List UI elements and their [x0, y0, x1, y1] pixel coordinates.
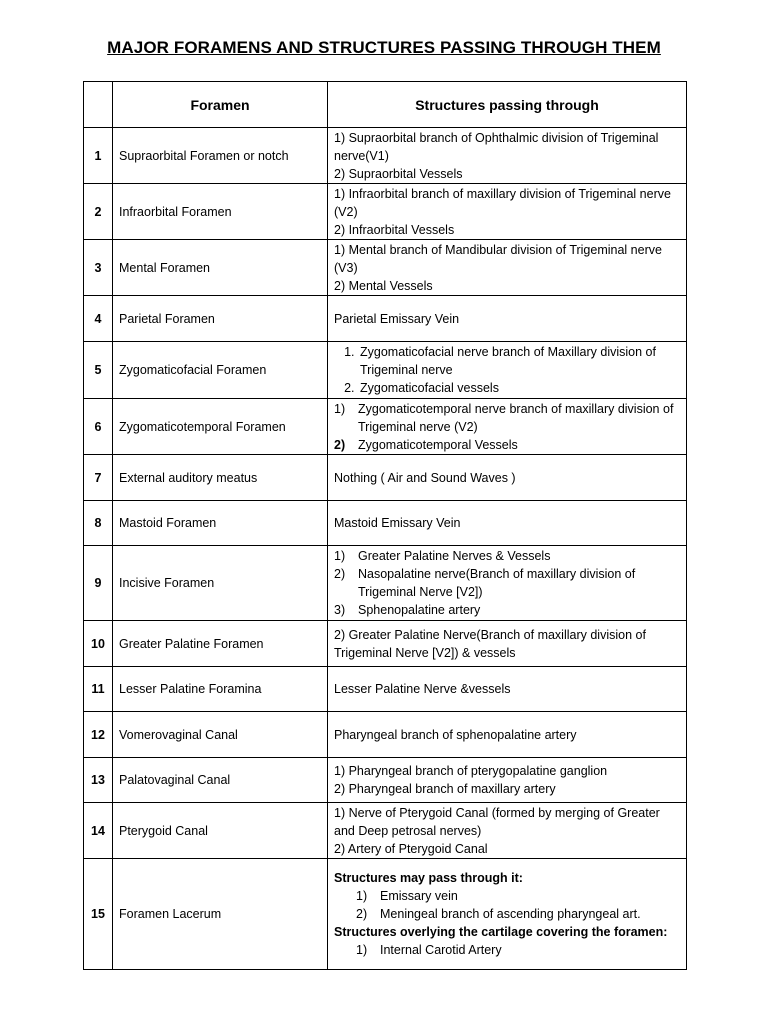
structure-text: Zygomaticotemporal Vessels [358, 437, 518, 452]
structure-list [334, 343, 680, 397]
structure-text: Sphenopalatine artery [358, 603, 481, 617]
table-row [84, 399, 687, 455]
structure-item: 1. Zygomaticofacial nerve branch of Maxillary division of Trigeminal nerve [358, 343, 680, 379]
foramen-name: Mastoid Foramen [113, 501, 328, 546]
structure-item [334, 601, 680, 619]
row-number: 10 [84, 621, 113, 667]
foramen-name: Infraorbital Foramen [113, 184, 328, 240]
structures-cell [328, 546, 687, 621]
structures-cell: Lesser Palatine Nerve &vessels [328, 667, 687, 712]
foramen-name: Foramen Lacerum [113, 859, 328, 970]
list-marker: 1) [356, 889, 368, 903]
table-row [84, 758, 687, 803]
structure-line: 2) Supraorbital Vessels [334, 166, 463, 181]
structure-line: 2) Mental Vessels [334, 278, 433, 293]
structure-list [334, 400, 680, 454]
row-number: 14 [84, 803, 113, 859]
structure-heading: Structures overlying the cartilage covering the foramen: [334, 925, 668, 939]
list-marker: 3) [334, 603, 346, 617]
structure-list [334, 941, 680, 959]
list-marker: 2) [356, 907, 368, 921]
structures-cell: Parietal Emissary Vein [328, 296, 687, 342]
list-marker: 1) [334, 401, 346, 416]
foramen-name: Vomerovaginal Canal [113, 712, 328, 758]
header-foramen: Foramen [113, 82, 328, 128]
header-structures: Structures passing through [328, 82, 687, 128]
header-number [84, 82, 113, 128]
list-marker: 2) [334, 567, 346, 581]
row-number: 2 [84, 184, 113, 240]
row-number: 8 [84, 501, 113, 546]
structure-text: Greater Palatine Nerves & Vessels [358, 549, 551, 563]
row-number: 1 [84, 128, 113, 184]
row-number: 6 [84, 399, 113, 455]
structure-list [334, 887, 680, 923]
structure-item [334, 565, 680, 601]
row-number: 9 [84, 546, 113, 621]
structures-cell [328, 859, 687, 970]
structures-cell [328, 184, 687, 240]
list-marker: 2) [334, 437, 346, 452]
table-row [84, 342, 687, 399]
structure-text: Zygomaticotemporal nerve branch of maxillary division of Trigeminal nerve (V2) [358, 401, 674, 434]
structure-item [334, 436, 680, 454]
structure-item: 2. Zygomaticofacial vessels [358, 379, 680, 397]
table-row [84, 621, 687, 667]
structure-line: 1) Mental branch of Mandibular division of Trigeminal nerve (V3) [334, 242, 662, 275]
foramen-name: Zygomaticofacial Foramen [113, 342, 328, 399]
foramen-name: Parietal Foramen [113, 296, 328, 342]
list-marker: 1) [334, 549, 346, 563]
structure-text: Internal Carotid Artery [380, 943, 502, 957]
structure-line: 1) Supraorbital branch of Ophthalmic division of Trigeminal nerve(V1) [334, 130, 659, 163]
structure-item [334, 941, 680, 959]
table-row [84, 667, 687, 712]
structures-cell [328, 399, 687, 455]
row-number: 5 [84, 342, 113, 399]
structures-cell: 2) Greater Palatine Nerve(Branch of maxillary division of Trigeminal Nerve [V2]) & vessels [328, 621, 687, 667]
structures-cell [328, 803, 687, 859]
structures-cell [328, 342, 687, 399]
row-number: 13 [84, 758, 113, 803]
structure-line: 1) Nerve of Pterygoid Canal (formed by merging of Greater and Deep petrosal nerves) [334, 805, 660, 838]
structure-line: 2) Artery of Pterygoid Canal [334, 841, 488, 856]
table-row [84, 240, 687, 296]
foramen-name: Supraorbital Foramen or notch [113, 128, 328, 184]
foramen-name: Zygomaticotemporal Foramen [113, 399, 328, 455]
structure-text: Emissary vein [380, 889, 458, 903]
structure-text: Nasopalatine nerve(Branch of maxillary division of Trigeminal Nerve [V2]) [358, 567, 636, 599]
structure-item [334, 887, 680, 905]
row-number: 4 [84, 296, 113, 342]
structure-item [334, 905, 680, 923]
row-number: 15 [84, 859, 113, 970]
table-row [84, 803, 687, 859]
structure-line: 1) Pharyngeal branch of pterygopalatine ganglion [334, 764, 608, 778]
structure-line: 2) Pharyngeal branch of maxillary artery [334, 782, 556, 796]
structures-cell [328, 240, 687, 296]
foramen-name: Mental Foramen [113, 240, 328, 296]
header-row [84, 82, 687, 128]
structure-item [334, 547, 680, 565]
row-number: 7 [84, 455, 113, 501]
table-row [84, 128, 687, 184]
table-row [84, 546, 687, 621]
foramen-name: Pterygoid Canal [113, 803, 328, 859]
structure-line: 2) Infraorbital Vessels [334, 222, 455, 237]
foramen-name: Greater Palatine Foramen [113, 621, 328, 667]
structure-heading: Structures may pass through it: [334, 871, 523, 885]
structure-list [334, 547, 680, 619]
structure-text: Meningeal branch of ascending pharyngeal art. [380, 907, 641, 921]
foramen-name: Incisive Foramen [113, 546, 328, 621]
structures-cell: Pharyngeal branch of sphenopalatine artery [328, 712, 687, 758]
table-row [84, 501, 687, 546]
table-row [84, 712, 687, 758]
structures-cell: Nothing ( Air and Sound Waves ) [328, 455, 687, 501]
row-number: 11 [84, 667, 113, 712]
table-row [84, 296, 687, 342]
structure-line: 1) Infraorbital branch of maxillary division of Trigeminal nerve (V2) [334, 186, 671, 219]
page-title: MAJOR FORAMENS AND STRUCTURES PASSING THROUGH THEM [107, 38, 661, 57]
structures-cell: Mastoid Emissary Vein [328, 501, 687, 546]
foramen-table [83, 81, 687, 970]
structures-cell [328, 128, 687, 184]
foramen-name: External auditory meatus [113, 455, 328, 501]
row-number: 12 [84, 712, 113, 758]
table-row [84, 184, 687, 240]
table-row [84, 455, 687, 501]
row-number: 3 [84, 240, 113, 296]
foramen-name: Palatovaginal Canal [113, 758, 328, 803]
foramen-name: Lesser Palatine Foramina [113, 667, 328, 712]
list-marker: 1) [356, 943, 368, 957]
structure-item [334, 400, 680, 436]
structures-cell [328, 758, 687, 803]
table-row [84, 859, 687, 970]
